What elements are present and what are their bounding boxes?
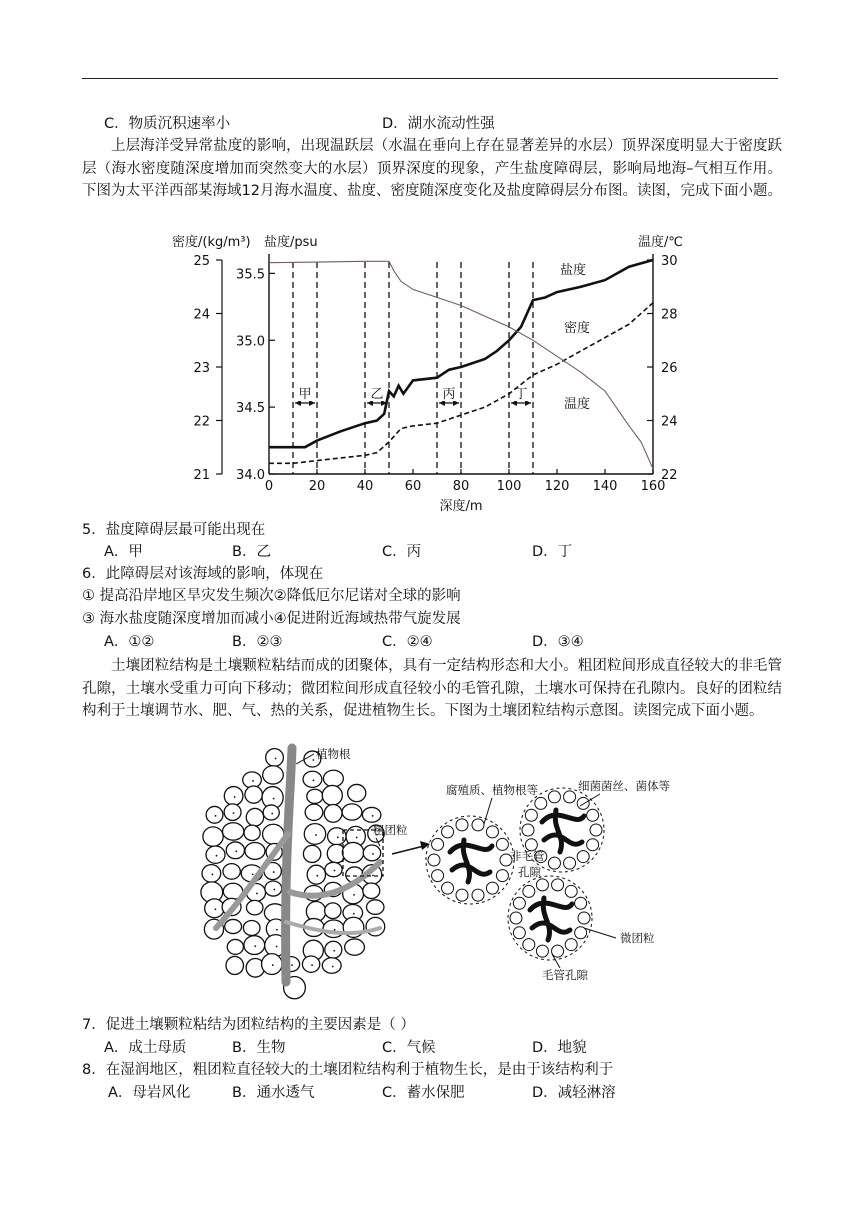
soil-particle <box>205 899 225 918</box>
soil-particle-dot <box>337 836 339 838</box>
x-tick-label: 160 <box>640 479 666 494</box>
ocean-profile-chart <box>160 228 700 518</box>
micro-particle <box>565 885 577 897</box>
series-label-density: 密度 <box>564 321 591 336</box>
soil-particle-dot <box>315 834 317 836</box>
soil-particle <box>307 789 323 803</box>
soil-particle-dot <box>272 964 274 966</box>
label-noncapillary-1: 非毛管 <box>510 849 545 863</box>
soil-particle <box>322 958 341 974</box>
density-tick-label: 24 <box>193 307 210 323</box>
soil-particle-dot <box>216 855 218 857</box>
soil-particle <box>243 920 260 935</box>
temperature-tick-label: 22 <box>661 468 678 483</box>
micro-particle <box>442 882 454 894</box>
soil-particle-dot <box>252 873 254 875</box>
soil-particle-dot <box>235 850 237 852</box>
soil-particle <box>266 749 284 767</box>
soil-particle-dot <box>276 929 278 931</box>
micro-particle <box>577 851 589 863</box>
soil-particle <box>206 806 223 823</box>
micro-particle <box>587 809 599 821</box>
micro-particle <box>577 797 589 809</box>
soil-particle-dot <box>215 908 217 910</box>
soil-particle-dot <box>273 871 275 873</box>
soil-particle-dot <box>372 815 374 817</box>
series-label-temperature: 温度 <box>564 397 591 412</box>
micro-particle <box>456 819 468 831</box>
x-tick-label: 0 <box>264 479 274 494</box>
micro-particle <box>472 889 484 901</box>
q5-option-d: D．丁 <box>532 544 573 560</box>
micro-particle <box>513 897 525 909</box>
soil-particle <box>206 846 225 863</box>
micro-particle <box>486 882 498 894</box>
q7-stem: 7．促进土壤颗粒粘结为团粒结构的主要因素是（ ） <box>82 1017 415 1033</box>
header-rule <box>82 78 778 79</box>
soil-particle <box>203 827 223 846</box>
passage-soil: 土壤团粒结构是土壤颗粒粘结而成的团聚体，具有一定结构形态和大小。粗团粒间形成直径较大的非毛管孔隙，土壤水受重力可向下移动；微团粒间形成直径较小的毛管孔隙，土壤水可保持在孔隙内。良好的团粒结构利于土壤调节水、肥、气、热的关系，促进植物生长。下图为土壤团粒结构示意图。读图完成下面小题。 <box>82 658 782 719</box>
soil-particle-dot <box>234 796 236 798</box>
micro-particle <box>432 838 444 850</box>
soil-particle-dot <box>275 758 277 760</box>
micro-particle <box>428 854 440 866</box>
soil-particle <box>262 954 282 975</box>
micro-particle <box>590 824 602 836</box>
zone-label: 丙 <box>442 387 456 402</box>
soil-particle-dot <box>273 889 275 891</box>
temperature-tick-label: 24 <box>661 414 678 430</box>
soil-aggregate-diagram <box>180 742 700 1002</box>
q5-stem: 5．盐度障碍层最可能出现在 <box>82 522 266 538</box>
soil-particle <box>227 939 243 954</box>
soil-particle <box>244 936 265 955</box>
zoom-arrow <box>392 846 424 854</box>
soil-particle <box>225 919 242 933</box>
soil-particle <box>324 805 342 823</box>
x-tick-label: 40 <box>356 479 374 494</box>
q8-option-d: D．减轻淋溶 <box>532 1085 616 1101</box>
q8-stem: 8．在湿润地区，粗团粒直径较大的土壤团粒结构利于植物生长，是由于该结构利于 <box>82 1062 614 1078</box>
density-tick-label: 21 <box>193 468 210 483</box>
q6-option-b: B．②③ <box>232 634 283 650</box>
temperature-axis-title: 温度/℃ <box>638 235 683 250</box>
micro-particle <box>548 857 560 869</box>
q7-option-c: C．气候 <box>382 1040 436 1056</box>
soil-particle <box>342 804 362 820</box>
zone-label: 丁 <box>514 387 528 402</box>
micro-particle <box>486 826 498 838</box>
soil-particle <box>342 842 363 862</box>
soil-particle <box>303 845 320 862</box>
micro-particle <box>496 838 508 850</box>
soil-particle <box>325 903 341 919</box>
q8-option-b: B．通水透气 <box>232 1085 315 1101</box>
soil-particle-dot <box>313 759 315 761</box>
soil-particle <box>367 900 384 915</box>
soil-particle <box>245 842 265 859</box>
soil-particle <box>302 956 319 972</box>
soil-particle <box>325 941 342 958</box>
soil-particle-dot <box>271 813 273 815</box>
micro-particle <box>513 927 525 939</box>
soil-particle-dot <box>316 875 318 877</box>
micro-particle <box>510 912 522 924</box>
soil-particle <box>224 804 241 821</box>
micro-particle <box>472 819 484 831</box>
q7-option-a: A．成土母质 <box>104 1040 187 1056</box>
x-axis-title: 深度/m <box>439 499 483 514</box>
q5-option-b: B．乙 <box>232 544 271 560</box>
soil-particle <box>303 771 322 787</box>
q7-option-d: D．地貌 <box>532 1040 587 1056</box>
soil-particle <box>263 766 284 784</box>
soil-particle-dot <box>333 950 335 952</box>
micro-particle <box>522 824 534 836</box>
soil-particle <box>323 770 343 787</box>
soil-particle-dot <box>356 837 358 839</box>
q5-option-c: C．丙 <box>382 544 422 560</box>
soil-particle <box>223 823 244 840</box>
soil-particle <box>223 864 240 880</box>
micro-particle <box>578 912 590 924</box>
prev-option-c: C．物质沉积速率小 <box>104 116 231 132</box>
soil-particle <box>348 784 366 801</box>
humus-binder <box>542 810 584 852</box>
micro-particle <box>564 857 576 869</box>
prev-option-d: D．湖水流动性强 <box>382 116 495 132</box>
label-plant-root: 植物根 <box>316 747 351 761</box>
density-tick-label: 23 <box>193 361 210 376</box>
temperature-tick-label: 26 <box>661 361 678 376</box>
soil-particle <box>263 805 279 820</box>
salinity-tick-label: 34.5 <box>236 401 265 417</box>
soil-particle-dot <box>211 874 213 876</box>
micro-particle <box>442 826 454 838</box>
soil-particle-dot <box>334 929 336 931</box>
label-bacteria: 细菌菌丝、菌体等 <box>578 779 670 793</box>
soil-particle-dot <box>334 870 336 872</box>
micro-particle <box>565 939 577 951</box>
soil-particle-dot <box>372 853 374 855</box>
x-tick-label: 140 <box>592 479 618 494</box>
soil-particle-dot <box>252 780 254 782</box>
micro-particle <box>523 885 535 897</box>
x-tick-label: 20 <box>308 479 326 494</box>
micro-particle <box>552 879 564 891</box>
soil-particle-dot <box>313 779 315 781</box>
micro-particle <box>536 879 548 891</box>
micro-particle <box>575 897 587 909</box>
x-tick-label: 120 <box>544 479 570 494</box>
zone-label: 乙 <box>370 387 384 402</box>
q6-stem: 6．此障碍层对该海域的影响，体现在 <box>82 566 324 582</box>
soil-particle <box>245 786 262 803</box>
density-tick-label: 22 <box>193 414 210 430</box>
soil-particle <box>226 842 244 859</box>
micro-particle <box>525 809 537 821</box>
soil-particle <box>226 956 243 974</box>
q7-option-b: B．生物 <box>232 1040 286 1056</box>
temperature-tick-label: 28 <box>661 307 678 323</box>
density-tick-label: 25 <box>193 254 210 269</box>
q6-option-d: D．③④ <box>532 634 584 650</box>
micro-particle <box>536 945 548 957</box>
soil-particle <box>366 917 385 936</box>
soil-particle <box>265 881 282 896</box>
soil-particle-dot <box>254 945 256 947</box>
soil-particle-dot <box>332 966 334 968</box>
salinity-tick-label: 35.5 <box>236 267 265 283</box>
q5-option-a: A．甲 <box>104 544 143 560</box>
soil-particle <box>246 808 263 826</box>
soil-particle-dot <box>353 913 355 915</box>
leader-micro <box>584 928 616 938</box>
micro-particle <box>587 839 599 851</box>
x-tick-label: 80 <box>452 479 470 494</box>
q6-items-line1: ① 提高沿岸地区旱灾发生频次②降低厄尔尼诺对全球的影响 <box>82 588 461 604</box>
soil-particle <box>304 824 325 845</box>
micro-particle <box>523 939 535 951</box>
micro-particle <box>456 889 468 901</box>
label-capillary-pore: 毛管孔隙 <box>542 968 588 982</box>
micro-particle <box>496 870 508 882</box>
soil-particle-dot <box>233 812 235 814</box>
q6-items-line2: ③ 海水盐度随深度增加而减小④促进附近海域热带气旋发展 <box>82 611 461 627</box>
x-tick-label: 60 <box>404 479 422 494</box>
soil-particle <box>244 825 260 840</box>
soil-particle <box>362 807 380 822</box>
label-humus: 腐殖质、植物根等 <box>446 783 538 797</box>
q8-option-a: A．母岩风化 <box>108 1085 191 1101</box>
soil-particle-dot <box>291 964 293 966</box>
micro-particle <box>548 791 560 803</box>
salinity-axis-title: 盐度/psu <box>264 235 318 250</box>
micro-particle <box>432 870 444 882</box>
soil-particle <box>345 939 365 955</box>
micro-particle <box>552 945 564 957</box>
zone-label: 甲 <box>298 387 312 402</box>
soil-particle-dot <box>311 964 313 966</box>
soil-particle <box>325 862 342 876</box>
soil-particle <box>307 865 325 884</box>
soil-particle-dot <box>353 894 355 896</box>
leader-humus <box>484 798 492 824</box>
micro-particle <box>564 791 576 803</box>
x-tick-label: 100 <box>496 479 522 494</box>
soil-particle <box>246 900 263 914</box>
soil-particle <box>363 883 380 899</box>
label-micro-aggregate: 微团粒 <box>620 931 655 945</box>
salinity-tick-label: 35.0 <box>236 334 265 350</box>
temperature-tick-label: 30 <box>661 254 678 269</box>
humus-binder <box>450 840 492 882</box>
series-label-salinity: 盐度 <box>560 263 587 278</box>
density-axis-title: 密度/(kg/m³) <box>172 235 251 250</box>
q8-option-c: C．蓄水保肥 <box>382 1085 465 1101</box>
soil-particle-dot <box>372 875 374 877</box>
micro-particle <box>535 797 547 809</box>
soil-particle-dot <box>273 798 275 800</box>
soil-particle-dot <box>256 893 258 895</box>
soil-particle <box>363 845 381 861</box>
soil-particle-dot <box>276 946 278 948</box>
humus-binder <box>530 898 572 940</box>
soil-particle <box>202 865 221 883</box>
q6-option-a: A．①② <box>104 634 155 650</box>
soil-particle <box>305 804 323 820</box>
plant-root-main <box>286 748 292 982</box>
passage-ocean: 上层海洋受异常盐度的影响，出现温跃层（水温在垂向上存在显著差异的水层）顶界深度明显大于密度跃层（海水密度随深度增加而突然变大的水层）顶界深度的现象，产生盐度障碍层，影响局地海–气相互作用。下图为太平洋西部某海域12月海水温度、盐度、密度随深度变化及盐度障碍层分布图。读图，完成下面小题。 <box>82 138 782 199</box>
soil-particle-dot <box>215 815 217 817</box>
soil-particle <box>224 787 243 806</box>
label-noncapillary-2: 孔隙 <box>518 865 541 879</box>
soil-particle <box>322 785 342 805</box>
salinity-tick-label: 34.0 <box>236 468 265 483</box>
q6-option-c: C．②④ <box>382 634 433 650</box>
label-coarse-aggregate: 粗团粒 <box>373 823 408 837</box>
